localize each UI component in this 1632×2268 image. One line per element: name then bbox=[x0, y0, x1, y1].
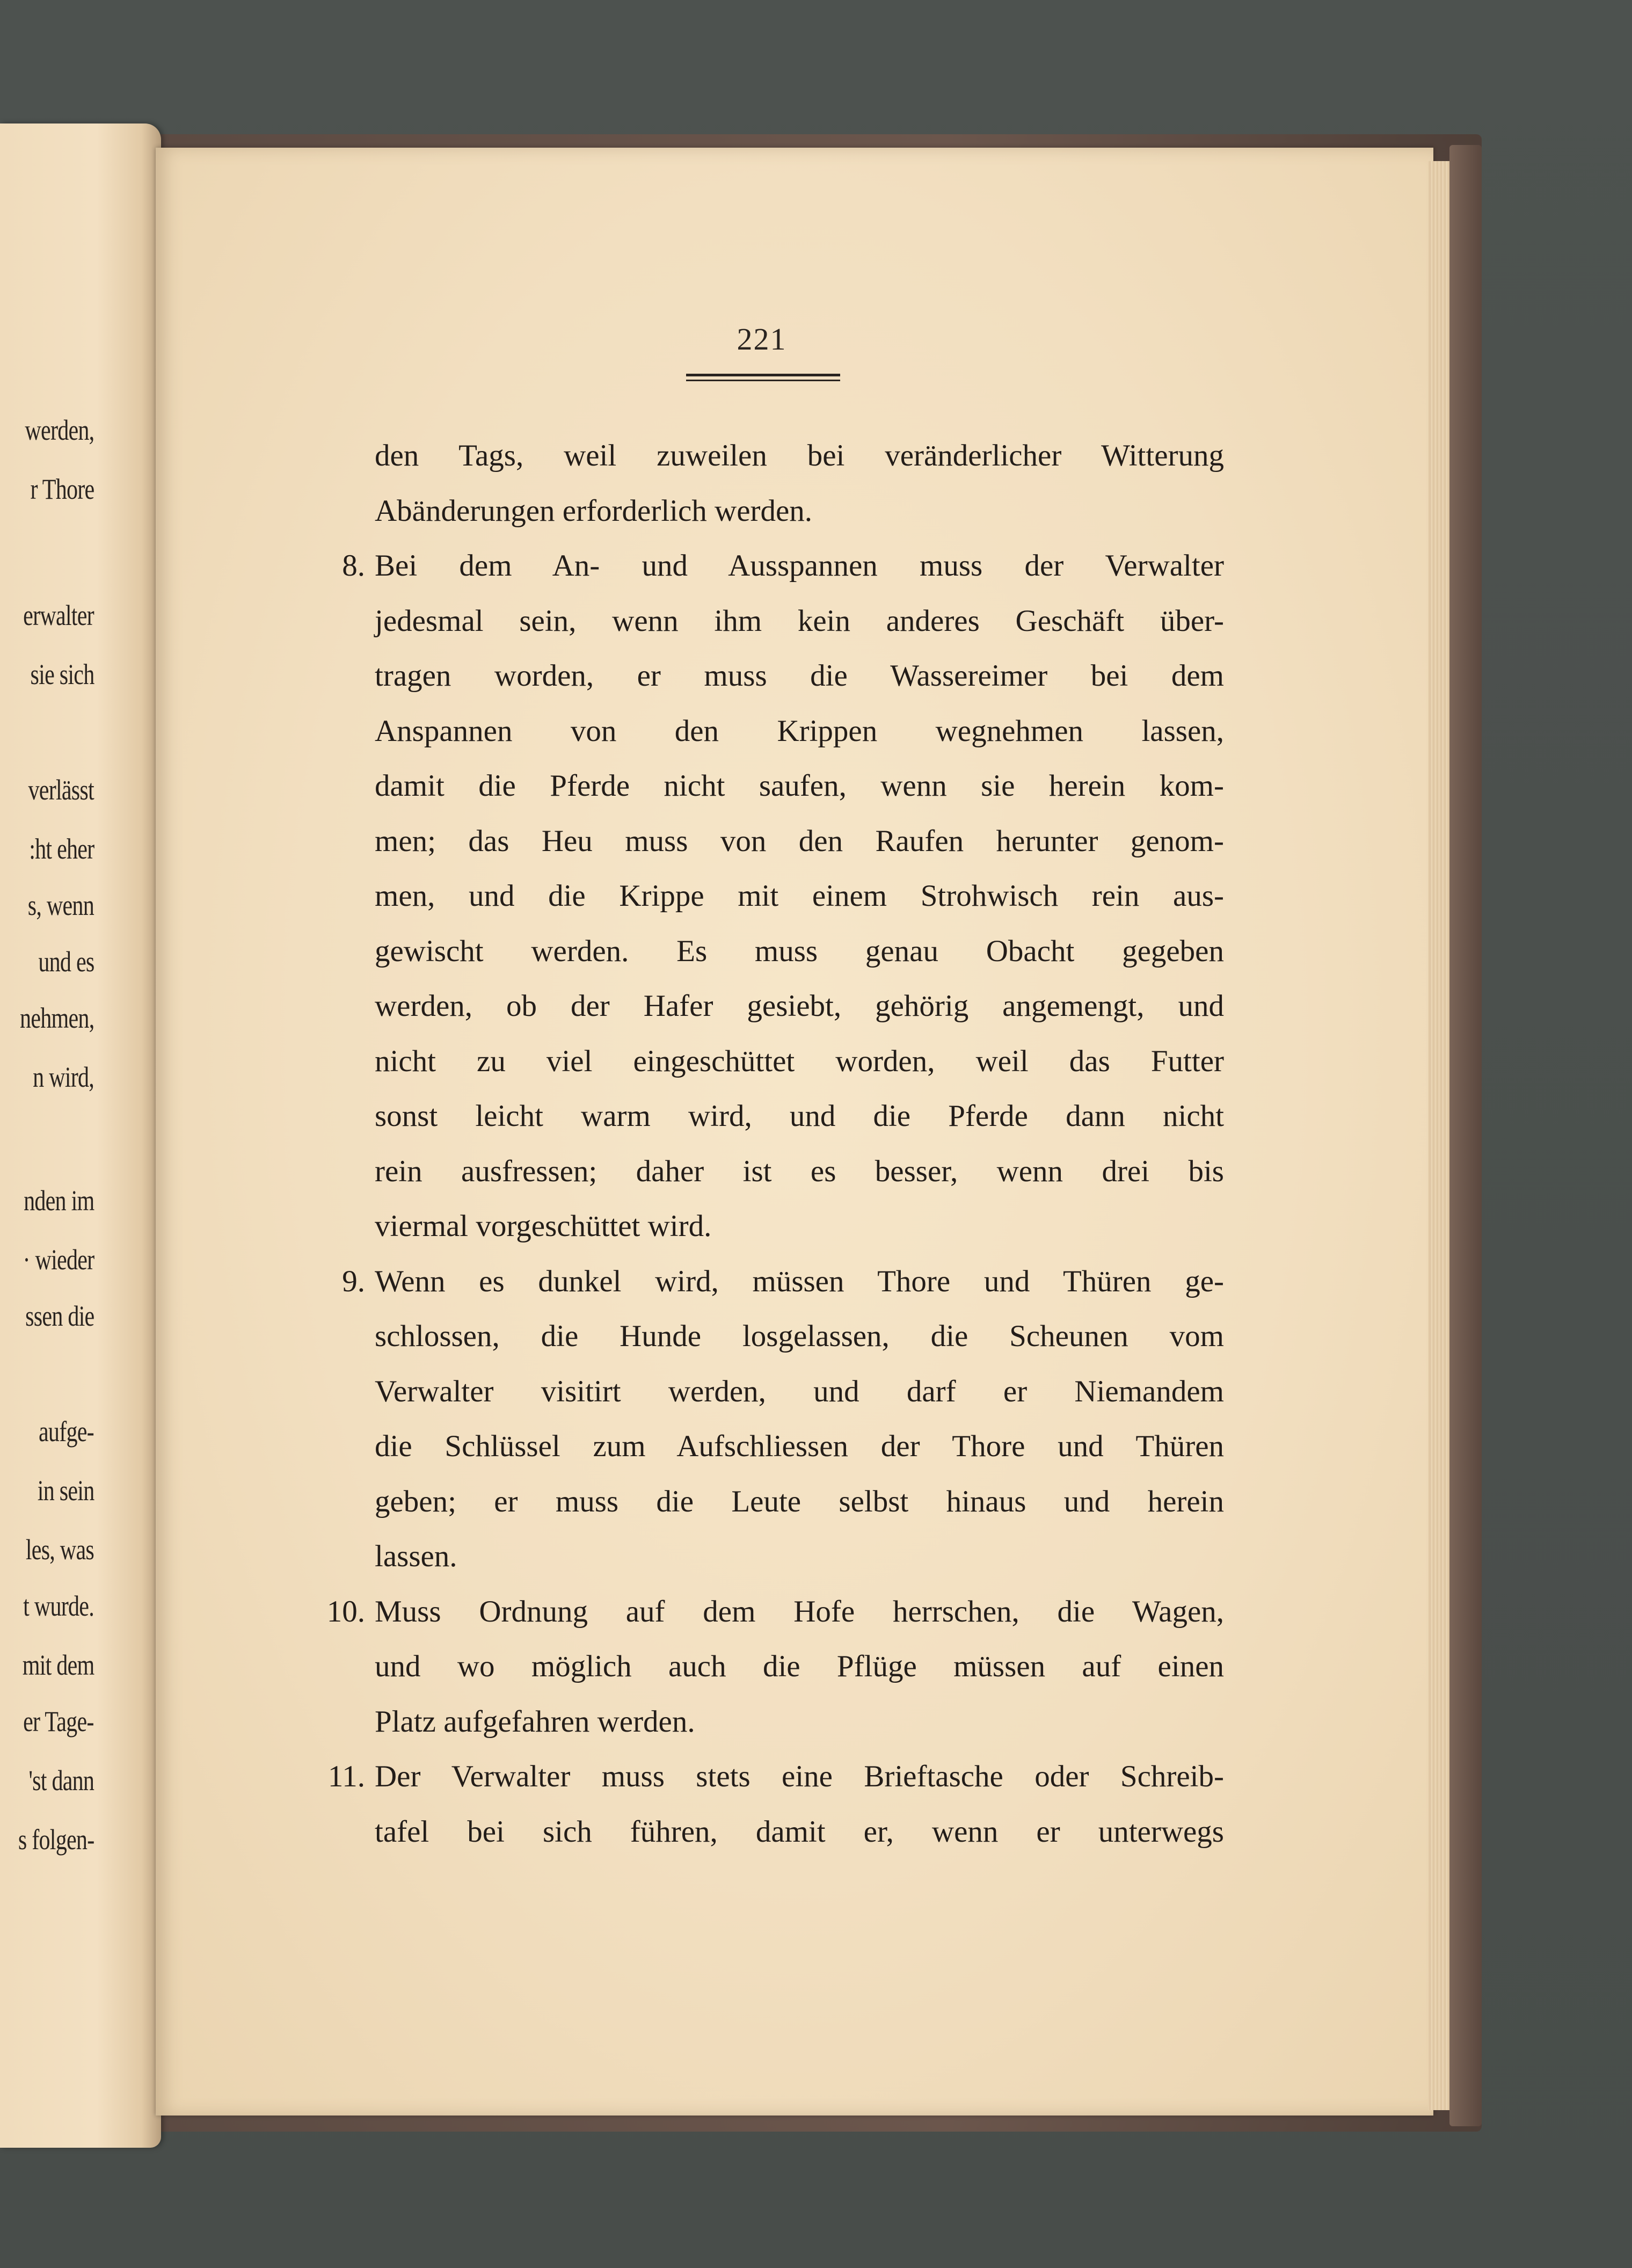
line-text: nicht zu viel eingeschüttet worden, weil das Futter bbox=[375, 1044, 1224, 1078]
paragraph-number: 9. bbox=[342, 1264, 365, 1298]
line-text: die Schlüssel zum Aufschliessen der Thore und Thüren bbox=[375, 1429, 1224, 1463]
text-line bbox=[375, 649, 1224, 704]
left-page-line: aufge- bbox=[39, 1415, 94, 1448]
line-text: viermal vorgeschüttet wird. bbox=[375, 1209, 712, 1243]
paragraph-number: 8. bbox=[342, 549, 365, 583]
line-text: sonst leicht warm wird, und die Pferde dann nicht bbox=[375, 1099, 1224, 1133]
page-fore-edge bbox=[1428, 161, 1449, 2110]
line-text: jedesmal sein, wenn ihm kein anderes Geschäft über- bbox=[375, 604, 1224, 638]
page-number-rule-thin bbox=[686, 380, 840, 381]
left-page-line: er Tage- bbox=[23, 1705, 94, 1738]
left-page-line: nehmen, bbox=[19, 1002, 94, 1034]
left-page-line: werden, bbox=[24, 414, 94, 446]
left-page-line: 'st dann bbox=[28, 1764, 94, 1797]
line-text: schlossen, die Hunde losgelassen, die Scheunen vom bbox=[375, 1319, 1224, 1353]
line-text: und wo möglich auch die Pflüge müssen auf einen bbox=[375, 1649, 1224, 1683]
line-text: Wenn es dunkel wird, müssen Thore und Thüren ge- bbox=[375, 1264, 1224, 1298]
text-line bbox=[326, 1584, 1224, 1640]
left-page-line: · wieder bbox=[23, 1244, 94, 1276]
line-text: damit die Pferde nicht saufen, wenn sie herein kom- bbox=[375, 769, 1224, 803]
line-text: tragen worden, er muss die Wassereimer bei dem bbox=[375, 659, 1224, 693]
text-line bbox=[375, 1805, 1224, 1860]
text-line bbox=[327, 1749, 1224, 1805]
paragraph-number: 11. bbox=[327, 1760, 365, 1793]
text-line bbox=[375, 1199, 1224, 1254]
line-text: gewischt werden. Es muss genau Obacht gegeben bbox=[375, 934, 1224, 968]
text-line bbox=[375, 1144, 1224, 1200]
page-number-rule-thick bbox=[686, 374, 840, 376]
text-line bbox=[375, 1695, 1224, 1750]
text-line bbox=[375, 1089, 1224, 1144]
left-page-line: n wird, bbox=[33, 1061, 94, 1093]
line-text: rein ausfressen; daher ist es besser, wenn drei bis bbox=[375, 1154, 1224, 1188]
line-text: Platz aufgefahren werden. bbox=[375, 1704, 695, 1739]
line-text: Der Verwalter muss stets eine Brieftasche oder Schreib- bbox=[375, 1760, 1224, 1793]
line-text: men, und die Krippe mit einem Strohwisch rein aus- bbox=[375, 879, 1224, 913]
text-line bbox=[375, 1309, 1224, 1364]
left-page-line: sie sich bbox=[30, 658, 94, 690]
body-text bbox=[326, 428, 1224, 1859]
line-text: Anspannen von den Krippen wegnehmen lassen, bbox=[375, 714, 1224, 748]
left-page-line: und es bbox=[38, 946, 94, 978]
left-page-line: verlässt bbox=[28, 774, 94, 806]
left-page-line: s, wenn bbox=[27, 889, 94, 921]
text-line bbox=[375, 428, 1224, 484]
text-line bbox=[375, 1529, 1224, 1584]
left-page-line: s folgen- bbox=[18, 1823, 94, 1856]
text-line bbox=[375, 704, 1224, 759]
left-page-line: :ht eher bbox=[28, 833, 94, 865]
left-page-line: mit dem bbox=[22, 1649, 94, 1681]
line-text: werden, ob der Hafer gesiebt, gehörig angemengt, und bbox=[375, 989, 1224, 1023]
left-facing-page bbox=[0, 123, 161, 2148]
text-line bbox=[375, 1474, 1224, 1530]
left-page-line: erwalter bbox=[23, 599, 94, 631]
paragraph-number: 10. bbox=[326, 1594, 365, 1629]
line-text: Bei dem An- und Ausspannen muss der Verwalter bbox=[375, 549, 1224, 583]
line-text: geben; er muss die Leute selbst hinaus und herein bbox=[375, 1484, 1224, 1518]
text-line bbox=[375, 759, 1224, 814]
text-line bbox=[375, 1419, 1224, 1474]
text-line bbox=[375, 594, 1224, 649]
line-text: Abänderungen erforderlich werden. bbox=[375, 493, 813, 528]
text-line bbox=[375, 869, 1224, 924]
left-page-line: nden im bbox=[23, 1184, 94, 1217]
line-text: men; das Heu muss von den Raufen herunter genom- bbox=[375, 824, 1224, 858]
text-line bbox=[375, 1639, 1224, 1695]
left-page-line: in sein bbox=[37, 1474, 94, 1507]
text-line bbox=[375, 814, 1224, 869]
line-text: Muss Ordnung auf dem Hofe herrschen, die Wagen, bbox=[375, 1594, 1224, 1629]
text-line bbox=[375, 484, 1224, 539]
line-text: lassen. bbox=[375, 1539, 457, 1573]
text-line bbox=[342, 539, 1224, 594]
text-line bbox=[375, 1034, 1224, 1089]
page-number: 221 bbox=[737, 322, 787, 357]
text-line bbox=[375, 924, 1224, 979]
text-line bbox=[342, 1254, 1224, 1310]
text-line bbox=[375, 979, 1224, 1034]
text-line bbox=[375, 1364, 1224, 1420]
left-page-line: les, was bbox=[25, 1533, 94, 1566]
book-cover-edge bbox=[1449, 145, 1482, 2126]
line-text: Verwalter visitirt werden, und darf er Niemandem bbox=[375, 1374, 1224, 1408]
left-page-line: ssen die bbox=[25, 1300, 94, 1332]
left-page-line: r Thore bbox=[30, 473, 94, 505]
line-text: den Tags, weil zuweilen bei veränderlicher Witterung bbox=[375, 439, 1224, 473]
line-text: tafel bei sich führen, damit er, wenn er unterwegs bbox=[375, 1814, 1224, 1849]
left-page-line: t wurde. bbox=[23, 1590, 94, 1622]
